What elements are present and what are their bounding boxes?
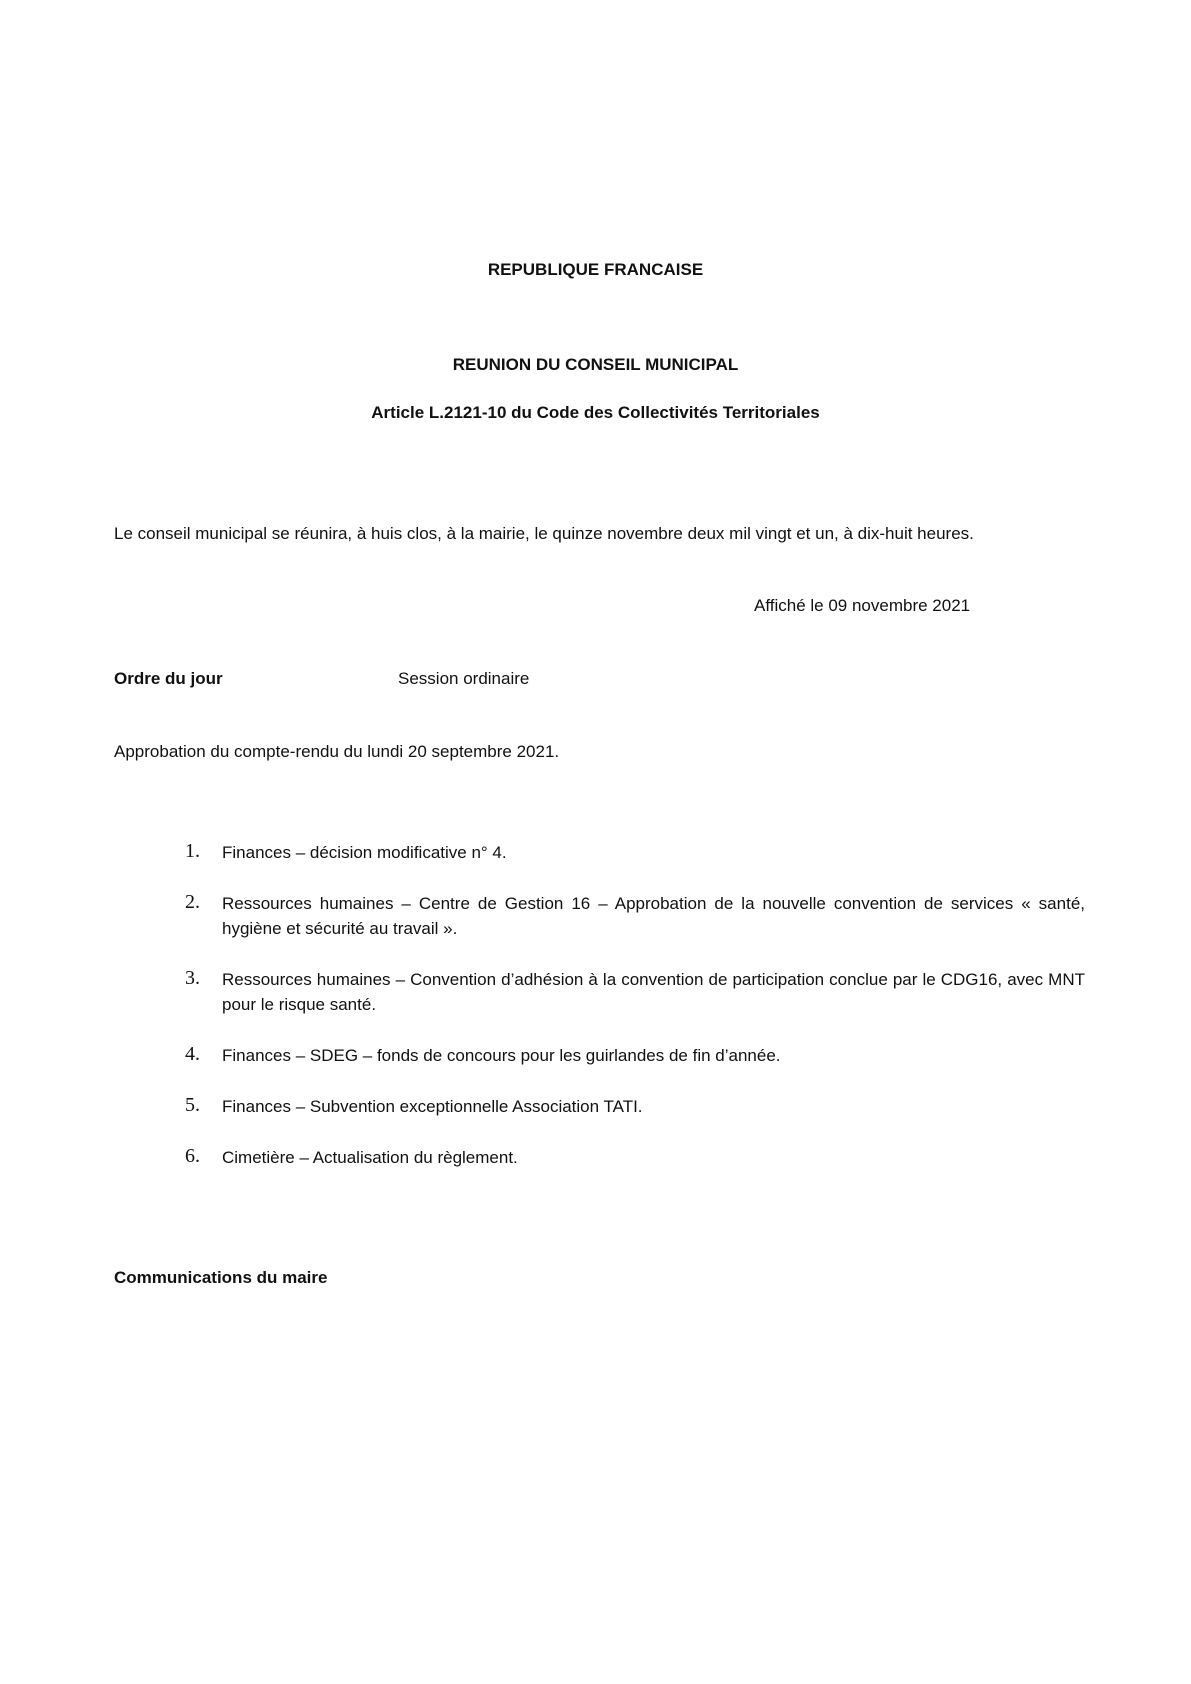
item-text: Ressources humaines – Centre de Gestion 16 – Approbation de la nouvelle convention de services « santé, hygiène et sécurité au travail ». [222,894,1085,938]
item-text: Finances – Subvention exceptionnelle Association TATI. [222,1097,643,1116]
communications-heading: Communications du maire [114,1268,328,1287]
meeting-heading: REUNION DU CONSEIL MUNICIPAL [452,355,739,374]
intro-paragraph: Le conseil municipal se réunira, à huis clos, à la mairie, le quinze novembre deux mil vingt et un, à dix-huit heures. [114,524,974,543]
agenda-label: Ordre du jour [114,669,223,688]
item-text: Ressources humaines – Convention d’adhésion à la convention de participation conclue par le CDG16, avec MNT pour le risque santé. [222,970,1085,1014]
item-number: 3. [185,967,200,989]
posted-date: Affiché le 09 novembre 2021 [754,596,971,615]
item-number: 6. [185,1145,200,1167]
item-text: Finances – SDEG – fonds de concours pour les guirlandes de fin d’année. [222,1046,781,1065]
item-number: 2. [185,891,200,913]
approval-line: Approbation du compte-rendu du lundi 20 septembre 2021. [114,742,560,761]
republic-heading: REPUBLIQUE FRANCAISE [487,260,704,279]
item-text: Cimetière – Actualisation du règlement. [222,1148,518,1167]
article-heading: Article L.2121-10 du Code des Collectivités Territoriales [371,403,820,422]
item-number: 1. [185,840,200,862]
item-number: 4. [185,1043,200,1065]
item-number: 5. [185,1094,200,1116]
item-text: Finances – décision modificative n° 4. [222,843,507,862]
session-type: Session ordinaire [398,669,530,688]
